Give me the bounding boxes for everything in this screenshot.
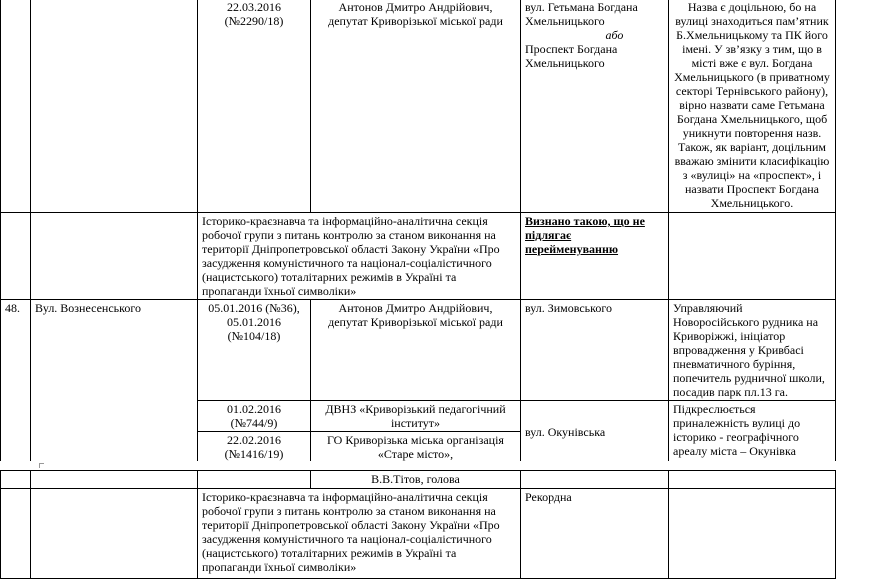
- note-text: Назва є доцільною, бо на вулиці знаходиться пам’ятник Б.Хмельницькому та ПК його імені. У зв’язку з тим, що в місті вже є вул. Богдана Хмельницького (в приватному секторі Тернівського району), вірно назвати саме Гетьмана Богдана Хмельницького, щоб уникнути повторення назв. Також, як варіант, доцільним вважаю змінити класифікацію з «вулиці» на «проспект», і назвати Проспект Богдана Хмельницького.: [674, 0, 830, 210]
- date-cell: [198, 0, 311, 213]
- proposal-or: або: [605, 28, 624, 42]
- street-name: Вул. Вознесенського: [35, 301, 141, 315]
- table-row: [1, 0, 836, 213]
- proposal-cell: [521, 489, 669, 579]
- row-number: 48.: [5, 301, 20, 315]
- row-number-cell: [1, 213, 31, 300]
- note-cell: [669, 213, 836, 300]
- proposal-cell: [521, 300, 669, 401]
- verdict-cell: [521, 213, 669, 300]
- street-cell: [31, 213, 198, 300]
- row-number-cell: [1, 489, 31, 579]
- street-cell: [31, 489, 198, 579]
- section-text: Історико-краєзнавча та інформаційно-аналітична секція робочої групи з питань контролю за станом виконання на території Дніпропетровської області Закону України «Про засудження комуністичного та націонал-соціалістичного (нацистського) тоталітарних режимів в Україні та пропаганди їхньої символіки»: [202, 490, 500, 574]
- table-row: [1, 489, 836, 579]
- note-text: Підкреслюється приналежність вулиці до історико - географічного ареалу міста – Окунівка: [673, 402, 801, 458]
- page-corner-mark: [39, 463, 44, 468]
- proposal-text: вул. Гетьмана Богдана Хмельницького: [525, 0, 638, 28]
- note-cell: [669, 401, 836, 463]
- row-number-cell: [1, 471, 31, 489]
- proposal-text-alt: Проспект Богдана Хмельницького: [525, 42, 618, 70]
- street-cell: [31, 471, 198, 489]
- section-cell: [198, 489, 521, 579]
- street-cell: [31, 300, 198, 463]
- initiator-cell: [311, 401, 521, 432]
- date-cell: [198, 432, 311, 463]
- proposal-text: вул. Окунівська: [525, 424, 606, 439]
- submission-date: 22.02.2016 (№1416/19): [224, 433, 284, 461]
- submission-date: 22.03.2016 (№2290/18): [224, 0, 284, 28]
- table-row: [1, 300, 836, 401]
- initiator-cell: [311, 0, 521, 213]
- submission-date: 05.01.2016 (№36), 05.01.2016 (№104/18): [208, 301, 300, 343]
- initiator-text: Антонов Дмитро Андрійович, депутат Криворізької міської ради: [328, 301, 503, 329]
- section-cell: [198, 213, 521, 300]
- date-cell: [198, 401, 311, 432]
- initiator-text: ГО Криворізька міська організація «Старе місто»,: [327, 433, 504, 461]
- date-cell: [198, 471, 311, 489]
- proposal-cell: [521, 401, 669, 463]
- proposal-cell: [521, 471, 669, 489]
- street-cell: [31, 0, 198, 213]
- submission-date: 01.02.2016 (№744/9): [227, 402, 281, 430]
- note-cell: [669, 471, 836, 489]
- initiator-text: В.В.Тітов, голова: [371, 472, 460, 486]
- row-number-cell: [1, 300, 31, 463]
- proposal-cell: [521, 0, 669, 213]
- initiator-cell: [311, 432, 521, 463]
- row-number-cell: [1, 0, 31, 213]
- note-cell: [669, 0, 836, 213]
- proposal-text: вул. Зимовського: [525, 301, 612, 315]
- initiator-text: ДВНЗ «Криворізький педагогічний інститут»: [325, 402, 506, 430]
- initiator-text: Антонов Дмитро Андрійович, депутат Криворізької міської ради: [328, 0, 503, 28]
- date-cell: [198, 300, 311, 401]
- page-break: [0, 461, 869, 469]
- note-text: Управляючий Новоросійського рудника на Криворіжжі, ініціатор впровадження у Кривбасі пневматичного буріння, попечитель рудничної школи, посадив парк пл.13 га.: [673, 301, 825, 399]
- initiator-cell: [311, 471, 521, 489]
- proposal-text: Рекордна: [525, 490, 572, 504]
- verdict-text: Визнано такою, що не підлягає перейменуванню: [525, 214, 645, 256]
- note-cell: [669, 489, 836, 579]
- initiator-cell: [311, 300, 521, 401]
- note-cell: [669, 300, 836, 401]
- table-row: [1, 213, 836, 300]
- rename-table-bottom: [0, 470, 836, 579]
- section-text: Історико-краєзнавча та інформаційно-аналітична секція робочої групи з питань контролю за станом виконання на території Дніпропетровської області Закону України «Про засудження комуністичного та націонал-соціалістичного (нацистського) тоталітарних режимів в Україні та пропаганди їхньої символіки»: [202, 214, 500, 298]
- table-row: [1, 471, 836, 489]
